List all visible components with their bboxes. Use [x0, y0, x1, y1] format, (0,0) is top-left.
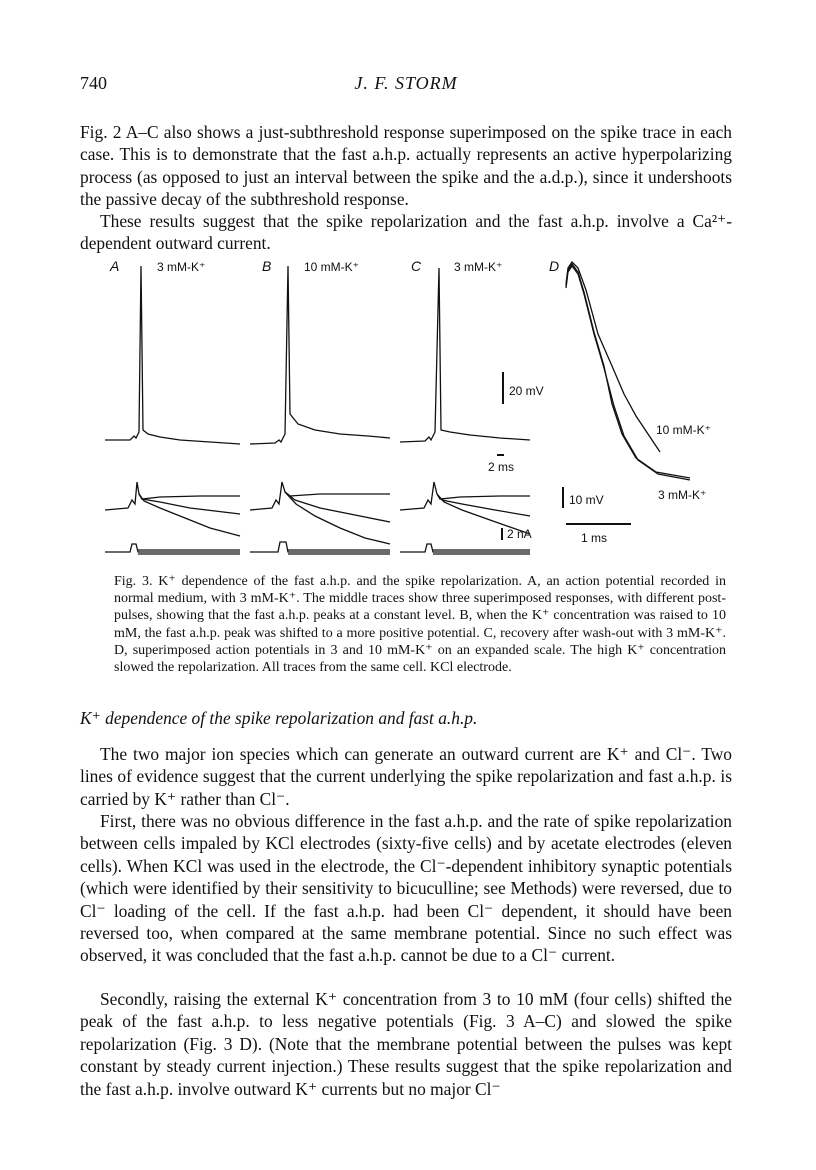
- current-step-a: [105, 544, 240, 554]
- trace-d-3mm-2: [566, 266, 690, 480]
- trace-b-mid-3: [285, 492, 390, 544]
- figure-caption: Fig. 3. K⁺ dependence of the fast a.h.p. and the spike repolarization. A, an action potential recorded in normal medium, with 3 mM-K⁺. The middle traces show three superimposed responses, with different post-pulses, showing that the fast a.h.p. peaks at a constant level. B, when the K⁺ concentration was raised to 10 mM, the fast a.h.p. peak was shifted to a more positive potential. C, recovery after wash-out with 3 mM-K⁺. D, superimposed action potentials in 3 and 10 mM-K⁺ on an expanded scale. The high K⁺ concentration slowed the repolarization. All traces from the same cell. KCl electrode.: [114, 574, 726, 676]
- panel-letter-c: C: [411, 258, 422, 274]
- panel-letter-b: B: [262, 258, 272, 274]
- label-d-10mm: 10 mM-K⁺: [656, 423, 712, 437]
- trace-c-mid-1: [400, 482, 530, 510]
- paragraph-3: The two major ion species which can generate an outward current are K⁺ and Cl⁻. Two lines of evidence suggest that the current underlying the spike repolarization and fast a.h.p. is carried by K⁺ rather than Cl⁻.: [80, 744, 732, 809]
- figure-3-traces: [100, 254, 730, 564]
- panel-a-condition: 3 mM-K⁺: [157, 260, 206, 274]
- panel-b-condition: 10 mM-K⁺: [304, 260, 360, 274]
- label-d-3mm: 3 mM-K⁺: [658, 488, 707, 502]
- trace-c-spike: [400, 268, 530, 442]
- panel-c-condition: 3 mM-K⁺: [454, 260, 503, 274]
- paragraph-1: Fig. 2 A–C also shows a just-subthreshold response superimposed on the spike trace in each case. This is to demonstrate that the fast a.h.p. actually represents an active hyperpolarizing process (as opposed to just an interval between the spike and the a.d.p.), since it undershoots the passive decay of the subthreshold response.: [80, 122, 732, 210]
- trace-b-mid-1: [250, 482, 390, 510]
- trace-d-10mm: [566, 262, 660, 452]
- paragraph-5: Secondly, raising the external K⁺ concentration from 3 to 10 mM (four cells) shifted the peak of the fast a.h.p. to less negative potentials (Fig. 3 A–C) and slowed the spike repolarization (Fig. 3 D). (Note that the membrane potential between the pulses was kept constant by steady current injection.) These results suggest that the spike repolarization and the fast a.h.p. involve outward K⁺ currents but no major Cl⁻: [80, 989, 732, 1099]
- panel-letter-d: D: [549, 258, 560, 274]
- label-2na: 2 nA: [507, 527, 532, 541]
- label-2ms: 2 ms: [488, 460, 515, 474]
- paragraph-4: First, there was no obvious difference in the fast a.h.p. and the rate of spike repolarization between cells impaled by KCl electrodes (sixty-five cells) and by acetate electrodes (eleven cells). When KCl was used in the electrode, the Cl⁻-dependent inhibitory synaptic potentials (which were identified by their sensitivity to bicuculline; see Methods) were reversed, due to Cl⁻ loading of the cell. If the fast a.h.p. had been Cl⁻ dependent, it should have been reversed too, when compared at the same membrane potential. Since no such effect was observed, it was concluded that the fast a.h.p. cannot be due to a Cl⁻ current.: [80, 811, 732, 966]
- trace-a-spike: [105, 266, 240, 444]
- page-header: [80, 73, 732, 97]
- paragraph-2: These results suggest that the spike repolarization and the fast a.h.p. involve a Ca²⁺-dependent outward current.: [80, 211, 732, 254]
- trace-a-mid-3: [139, 494, 240, 536]
- label-1ms: 1 ms: [581, 531, 608, 545]
- label-20mv: 20 mV: [509, 384, 544, 398]
- page-number: 740: [80, 73, 107, 93]
- current-step-b: [250, 542, 390, 554]
- current-step-c: [400, 544, 530, 554]
- trace-b-spike: [250, 266, 390, 444]
- running-head: J. F. STORM: [354, 73, 458, 93]
- section-title: K⁺ dependence of the spike repolarization and fast a.h.p.: [80, 708, 478, 728]
- label-10mv: 10 mV: [569, 493, 604, 507]
- trace-a-mid-1: [105, 482, 240, 510]
- panel-letter-a: A: [110, 258, 120, 274]
- figure-3: [100, 254, 730, 564]
